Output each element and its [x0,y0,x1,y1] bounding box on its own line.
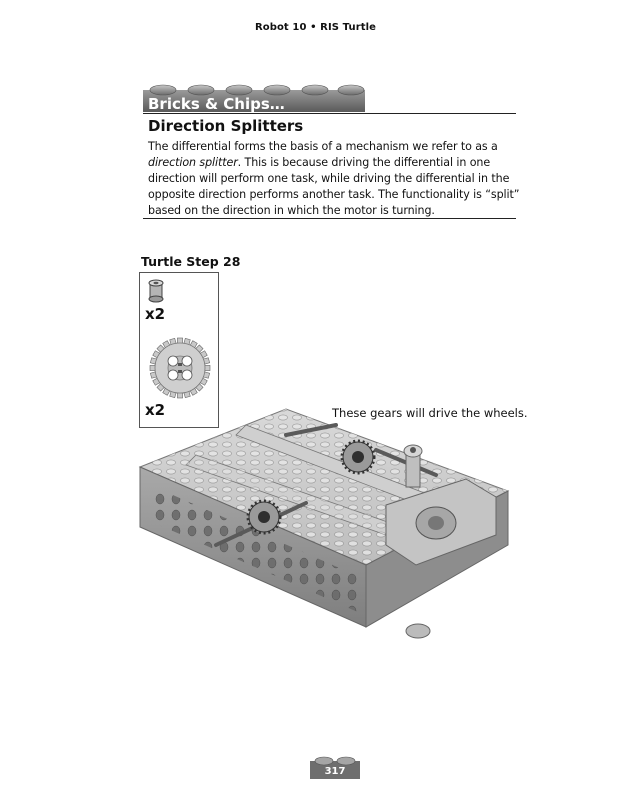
sidebar-body-part2: . This is because driving the differential in one direction will perform one task, while driving the differential in the opposite direction performs another task. The functionality is “split” based on the direction in which the motor is turning. [148,156,520,217]
sidebar-heading: Direction Splitters [148,117,304,135]
bushing-icon [147,279,165,303]
part-quantity: x2 [145,305,166,323]
sidebar-body [148,139,520,219]
sidebar-body-term: direction splitter [148,156,238,169]
sidebar-top-rule [143,113,516,114]
page-number: 317 [324,766,346,777]
gear-24-tooth-icon [146,335,214,401]
step-callout: These gears will drive the wheels. [332,406,528,420]
running-header: Robot 10 • RIS Turtle [254,22,377,33]
lego-model-illustration [136,395,518,655]
part-quantity: x2 [145,401,166,419]
sidebar-body-part1: The differential forms the basis of a mechanism we refer to as a [148,140,498,153]
sidebar-title: Bricks & Chips… [148,95,285,113]
sidebar-bottom-rule [143,218,516,219]
step-title: Turtle Step 28 [141,254,241,269]
